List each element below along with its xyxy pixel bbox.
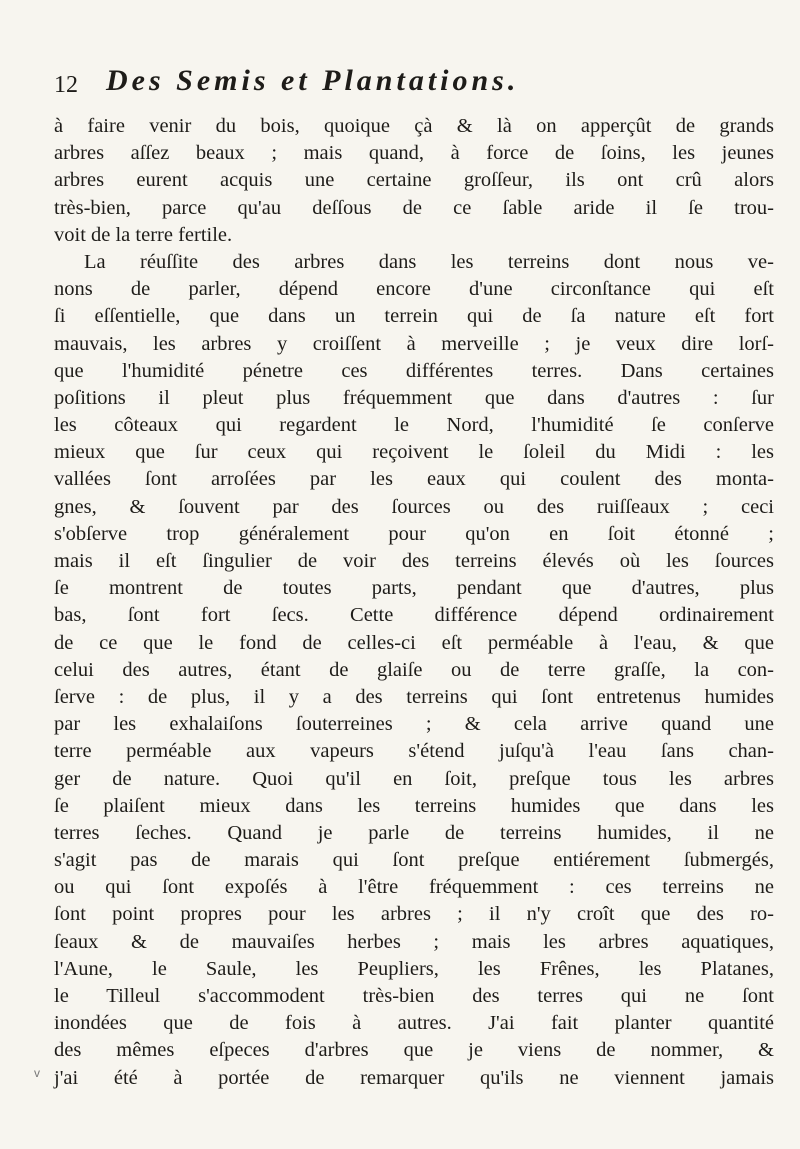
- text-line: s'agit pas de marais qui ſont preſque entiérement ſubmergés,: [54, 849, 774, 872]
- text-line: arbres eurent acquis une certaine groſſeur, ils ont crû alors: [54, 169, 774, 192]
- text-line: bas, ſont fort ſecs. Cette différence dépend ordinairement: [54, 604, 774, 627]
- text-line: celui des autres, étant de glaiſe ou de terre graſſe, la con-: [54, 658, 774, 681]
- text-line: j'ai été à portée de remarquer qu'ils ne viennent jamais: [54, 1066, 774, 1089]
- text-line: ou qui ſont expoſés à l'être fréquemment : ces terreins ne: [54, 876, 774, 899]
- text-line: ſi eſſentielle, que dans un terrein qui de ſa nature eſt fort: [54, 305, 774, 328]
- text-line: ſerve : de plus, il y a des terreins qui ſont entretenus humides: [54, 685, 774, 708]
- text-line: terres ſeches. Quand je parle de terreins humides, il ne: [54, 821, 774, 844]
- text-line: des mêmes eſpeces d'arbres que je viens de nommer, &: [54, 1039, 774, 1062]
- margin-mark: v: [34, 1066, 40, 1080]
- text-line: ſe montrent de toutes parts, pendant que d'autres, plus: [54, 577, 774, 600]
- text-line: ger de nature. Quoi qu'il en ſoit, preſque tous les arbres: [54, 767, 774, 790]
- text-line: nons de parler, dépend encore d'une circonſtance qui eſt: [54, 278, 774, 301]
- text-line: à faire venir du bois, quoique çà & là on apperçût de grands: [54, 115, 774, 137]
- text-line: poſitions il pleut plus fréquemment que dans d'autres : ſur: [54, 386, 774, 409]
- text-line: mauvais, les arbres y croiſſent à merveille ; je veux dire lorſ-: [54, 332, 774, 355]
- text-line: terre perméable aux vapeurs s'étend juſqu'à l'eau ſans chan-: [54, 740, 774, 763]
- text-line: très-bien, parce qu'au deſſous de ce ſable aride il ſe trou-: [54, 196, 774, 219]
- text-line: mais il eſt ſingulier de voir des terreins élevés où les ſources: [54, 550, 774, 572]
- text-line: arbres aſſez beaux ; mais quand, à force de ſoins, les jeunes: [54, 142, 774, 165]
- text-line: que l'humidité pénetre ces différentes terres. Dans certaines: [54, 359, 774, 382]
- text-line: ſont point propres pour les arbres ; il n'y croît que des ro-: [54, 903, 774, 926]
- text-line: La réuſſite des arbres dans les terreins dont nous ve-: [84, 250, 774, 273]
- page-header: [54, 64, 754, 104]
- text-line: gnes, & ſouvent par des ſources ou des ruiſſeaux ; ceci: [54, 495, 774, 518]
- text-line: par les exhalaiſons ſouterreines ; & cela arrive quand une: [54, 713, 774, 736]
- text-line: le Tilleul s'accommodent très-bien des terres qui ne ſont: [54, 985, 774, 1007]
- text-line: voit de la terre fertile.: [54, 223, 233, 246]
- page-number: 12: [54, 72, 78, 98]
- text-line: ſe plaiſent mieux dans les terreins humides que dans les: [54, 794, 774, 817]
- text-line: inondées que de fois à autres. J'ai fait planter quantité: [54, 1012, 774, 1035]
- text-line: les côteaux qui regardent le Nord, l'humidité ſe conſerve: [54, 414, 774, 437]
- text-line: s'obſerve trop généralement pour qu'on en ſoit étonné ;: [54, 522, 774, 545]
- text-line: l'Aune, le Saule, les Peupliers, les Frênes, les Platanes,: [54, 957, 774, 980]
- body-text: [54, 113, 774, 1092]
- text-line: vallées ſont arroſées par les eaux qui coulent des monta-: [54, 468, 774, 491]
- running-title: Des Semis et Plantations.: [106, 64, 520, 97]
- text-line: de ce que le fond de celles-ci eſt perméable à l'eau, & que: [54, 631, 774, 654]
- text-line: ſeaux & de mauvaiſes herbes ; mais les arbres aquatiques,: [54, 930, 774, 953]
- text-line: mieux que ſur ceux qui reçoivent le ſoleil du Midi : les: [54, 441, 774, 464]
